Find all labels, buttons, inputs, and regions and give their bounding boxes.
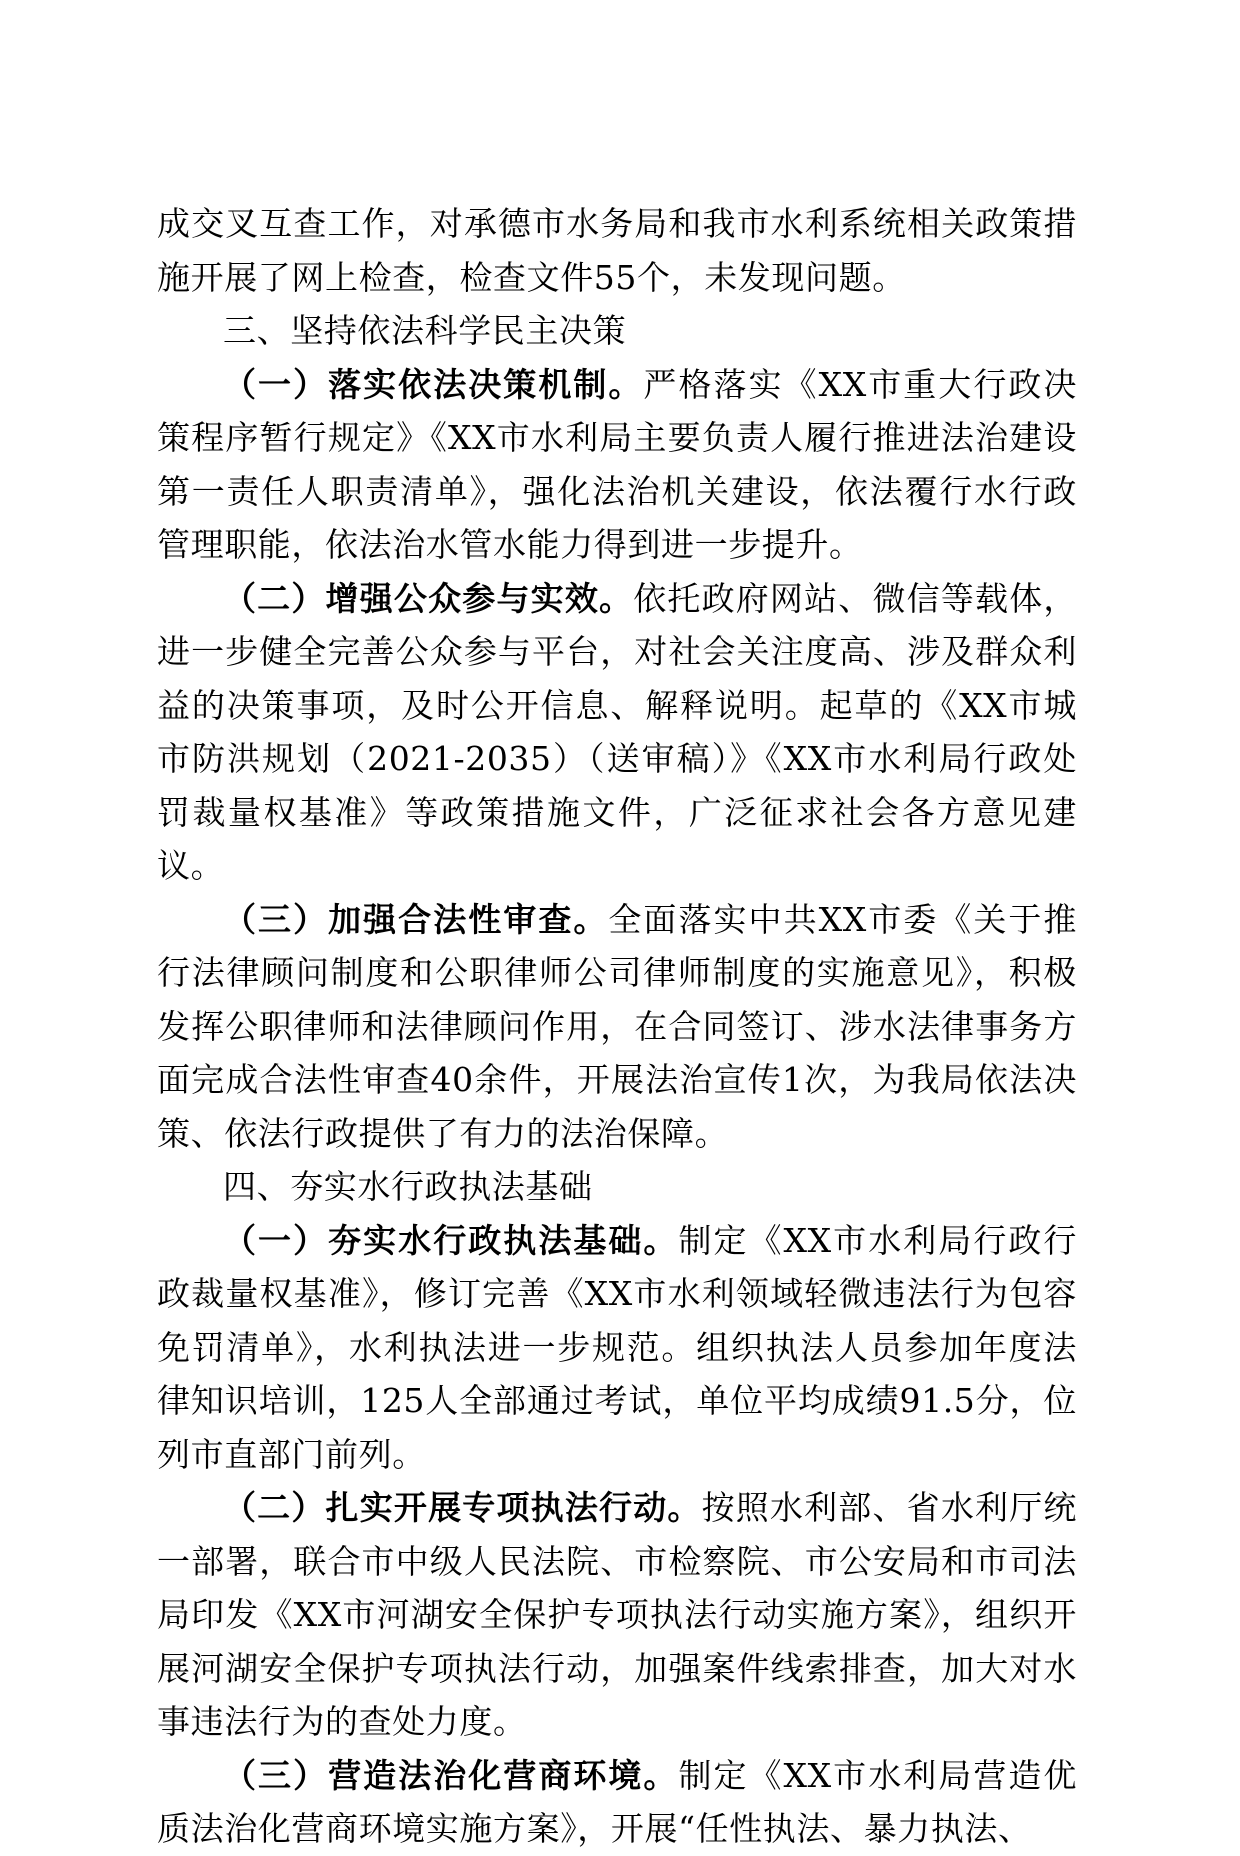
section-3-heading: 三、坚持依法科学民主决策 xyxy=(223,311,627,350)
section-4-item-3-body: 制定《XX市水利局营造优质法治化营商环境实施方案》，开展“任性执法、暴力执法、 xyxy=(157,1755,1077,1848)
section-3-item-2-body: 依托政府网站、微信等载体，进一步健全完善公众参与平台，对社会关注度高、涉及群众利益的决策事项，及时公开信息、解释说明。起草的《XX市城市防洪规划（2021-2035）（送审稿）》《XX市水利局行政处罚裁量权基准》等政策措施文件，广泛征求社会各方意见建议。 xyxy=(157,578,1077,885)
section-4-item-1-body: 制定《XX市水利局行政行政裁量权基准》，修订完善《XX市水利领域轻微违法行为包容免罚清单》，水利执法进一步规范。组织执法人员参加年度法律知识培训，125人全部通过考试，单位平均成绩91.5分，位列市直部门前列。 xyxy=(157,1220,1077,1474)
section-3-item-1 xyxy=(157,358,1077,572)
section-4-heading: 四、夯实水行政执法基础 xyxy=(223,1167,593,1206)
section-4-item-2-body: 按照水利部、省水利厅统一部署，联合市中级人民法院、市检察院、市公安局和市司法局印发《XX市河湖安全保护专项执法行动实施方案》，组织开展河湖安全保护专项执法行动，加强案件线索排查，加大对水事违法行为的查处力度。 xyxy=(157,1488,1077,1741)
section-4-item-1-lead: （一）夯实水行政执法基础。 xyxy=(223,1220,679,1260)
section-3-item-3-body: 全面落实中共XX市委《关于推行法律顾问制度和公职律师公司律师制度的实施意见》，积极发挥公职律师和法律顾问作用，在合同签订、涉水法律事务方面完成合法性审查40余件，开展法治宣传1次，为我局依法决策、依法行政提供了有力的法治保障。 xyxy=(157,899,1077,1153)
section-4-item-2-lead: （二）扎实开展专项执法行动。 xyxy=(223,1488,702,1527)
section-3-item-2-lead: （二）增强公众参与实效。 xyxy=(223,578,634,618)
intro-paragraph: 成交叉互查工作，对承德市水务局和我市水利系统相关政策措施开展了网上检查，检查文件55个，未发现问题。 xyxy=(157,204,1077,297)
section-4-item-2 xyxy=(157,1481,1077,1749)
section-4-item-1 xyxy=(157,1214,1077,1482)
section-4-item-3 xyxy=(157,1749,1077,1856)
section-3-item-1-lead: （一）落实依法决策机制。 xyxy=(223,364,644,404)
section-4-item-3-lead: （三）营造法治化营商环境。 xyxy=(223,1755,679,1795)
section-3-item-3 xyxy=(157,893,1077,1161)
document-body xyxy=(157,197,1077,1856)
section-3-item-1-body: 严格落实《XX市重大行政决策程序暂行规定》《XX市水利局主要负责人履行推进法治建设第一责任人职责清单》，强化法治机关建设，依法覆行水行政管理职能，依法治水管水能力得到进一步提升。 xyxy=(157,364,1077,564)
section-3-item-2 xyxy=(157,572,1077,893)
section-3-item-3-lead: （三）加强合法性审查。 xyxy=(223,899,609,939)
